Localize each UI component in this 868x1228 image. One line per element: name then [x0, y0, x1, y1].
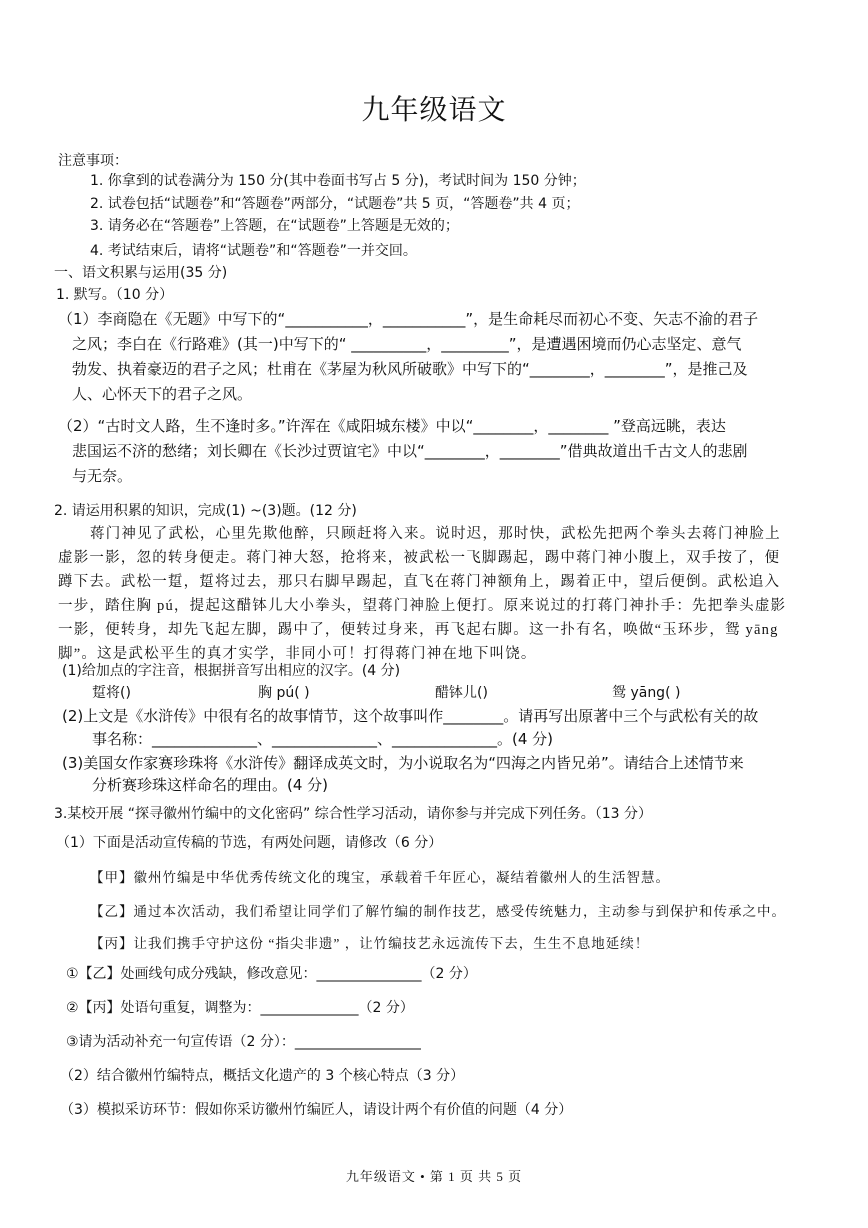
- question-2-heading: 2. 请运用积累的知识，完成(1) ~(3)题。(12 分): [54, 503, 357, 519]
- q3-task-2: ②【丙】处语句重复，调整为：______________（2 分）: [66, 1000, 414, 1016]
- passage-line: 虚影一影，忽的转身便走。蒋门神大怒，抢将来，被武松一飞脚踢起，踢中蒋门神小腹上，双手按了，便: [58, 550, 781, 566]
- excerpt-jia: 【甲】徽州竹编是中华优秀传统文化的瑰宝，承载着千年匠心，凝结着徽州人的生活智慧。: [90, 870, 670, 885]
- pinyin-item: 踅将(): [92, 685, 131, 701]
- page-title: 九年级语文: [361, 93, 507, 126]
- q1-p1-line: （1）李商隐在《无题》中写下的“___________，___________”，是生命耗尽而初心不变、矢志不渝的君子: [58, 310, 759, 328]
- q3-sub3: （3）模拟采访环节：假如你采访徽州竹编匠人，请设计两个有价值的问题（4 分）: [60, 1102, 573, 1118]
- excerpt-yi: 【乙】通过本次活动，我们希望让同学们了解竹编的制作技艺，感受传统魅力，主动参与到保护和传承之中。: [90, 904, 786, 919]
- q3-sub2: （2）结合徽州竹编特点，概括文化遗产的 3 个核心特点（3 分）: [60, 1068, 465, 1084]
- pinyin-item: 醋钵儿(): [435, 685, 488, 701]
- pinyin-item: 鸳 yāng( ): [612, 685, 681, 701]
- q1-p2-line: （2）“古时文人路，生不逢时多。”许浑在《咸阳城东楼》中以“________，________ ”登高远眺，表达: [58, 417, 726, 435]
- notice-item: 1. 你拿到的试卷满分为 150 分(其中卷面书写占 5 分)，考试时间为 150 分钟；: [90, 173, 586, 189]
- q3-task-1: ①【乙】处画线句成分残缺，修改意见：_______________（2 分）: [66, 966, 477, 982]
- passage-line: 蹲下去。武松一踅，踅将过去，那只右脚早踢起，直飞在蒋门神额角上，踢着正中，望后便倒。武松追入: [58, 574, 781, 590]
- section-heading: 一、语文积累与运用(35 分): [54, 265, 228, 281]
- passage-line: 一步，踏住胸 pú，提起这醋钵儿大小拳头，望蒋门神脸上便打。原来说过的打蒋门神扑手：先把拳头虚影: [58, 598, 787, 614]
- question-1-heading: 1. 默写。（10 分）: [56, 287, 174, 303]
- q1-p1-line: 人、心怀天下的君子之风。: [72, 385, 253, 403]
- notice-item: 2. 试卷包括“试题卷”和“答题卷”两部分，“试题卷”共 5 页，“答题卷”共 4 页；: [90, 196, 580, 212]
- q2-sub1: (1)给加点的字注音，根据拼音写出相应的汉字。(4 分): [62, 663, 401, 679]
- q2-sub3-line: 分析赛珍珠这样命名的理由。(4 分): [92, 776, 329, 794]
- q3-sub1: （1）下面是活动宣传稿的节选，有两处问题，请修改（6 分）: [56, 835, 443, 851]
- q3-task-3: ③请为活动补充一句宣传语（2 分）：__________________: [66, 1034, 421, 1050]
- q1-p2-line: 悲国运不济的愁绪；刘长卿在《长沙过贾谊宅》中以“________，________”借典故道出千古文人的悲剧: [72, 442, 748, 460]
- q1-p1-line: 勃发、执着豪迈的君子之风；杜甫在《茅屋为秋风所破歌》中写下的“________，________”，是推己及: [72, 360, 748, 378]
- excerpt-bing: 【丙】让我们携手守护这份 “指尖非遗” ，让竹编技艺永远流传下去，生生不息地延续！: [90, 936, 650, 951]
- notice-item: 4. 考试结束后，请将“试题卷”和“答题卷”一并交回。: [90, 243, 417, 259]
- question-3-heading: 3.某校开展 “探寻徽州竹编中的文化密码” 综合性学习活动，请你参与并完成下列任务。（13 分）: [54, 806, 653, 822]
- notice-heading: 注意事项：: [58, 153, 128, 169]
- q1-p2-line: 与无奈。: [72, 467, 133, 485]
- passage-line: 脚”。这是武松平生的真才实学，非同小可！打得蒋门神在地下叫饶。: [58, 646, 537, 662]
- q2-sub3-line: (3)美国女作家赛珍珠将《水浒传》翻译成英文时，为小说取名为“四海之内皆兄弟”。请结合上述情节来: [62, 754, 744, 772]
- q2-sub2-line: 事名称：______________、______________、______________。(4 分): [92, 730, 554, 748]
- passage-line: 蒋门神见了武松，心里先欺他醉，只顾赶将入来。说时迟，那时快，武松先把两个拳头去蒋门神脸上: [90, 526, 781, 542]
- q2-sub2-line: (2)上文是《水浒传》中很有名的故事情节，这个故事叫作________。请再写出原著中三个与武松有关的故: [62, 707, 759, 725]
- notice-item: 3. 请务必在“答题卷”上答题，在“试题卷”上答题是无效的；: [90, 218, 459, 234]
- pinyin-item: 胸 pú( ): [258, 685, 310, 701]
- passage-line: 一影，便转身，却先飞起左脚，踢中了，便转过身来，再飞起右脚。这一扑有名，唤做“玉环步，鸳 yāng: [58, 622, 779, 638]
- page-footer: 九年级语文 • 第 1 页 共 5 页: [345, 1169, 523, 1184]
- q1-p1-line: 之风；李白在《行路难》(其一)中写下的“ __________，_________”，是遭遇困境而仍心志坚定、意气: [72, 335, 742, 353]
